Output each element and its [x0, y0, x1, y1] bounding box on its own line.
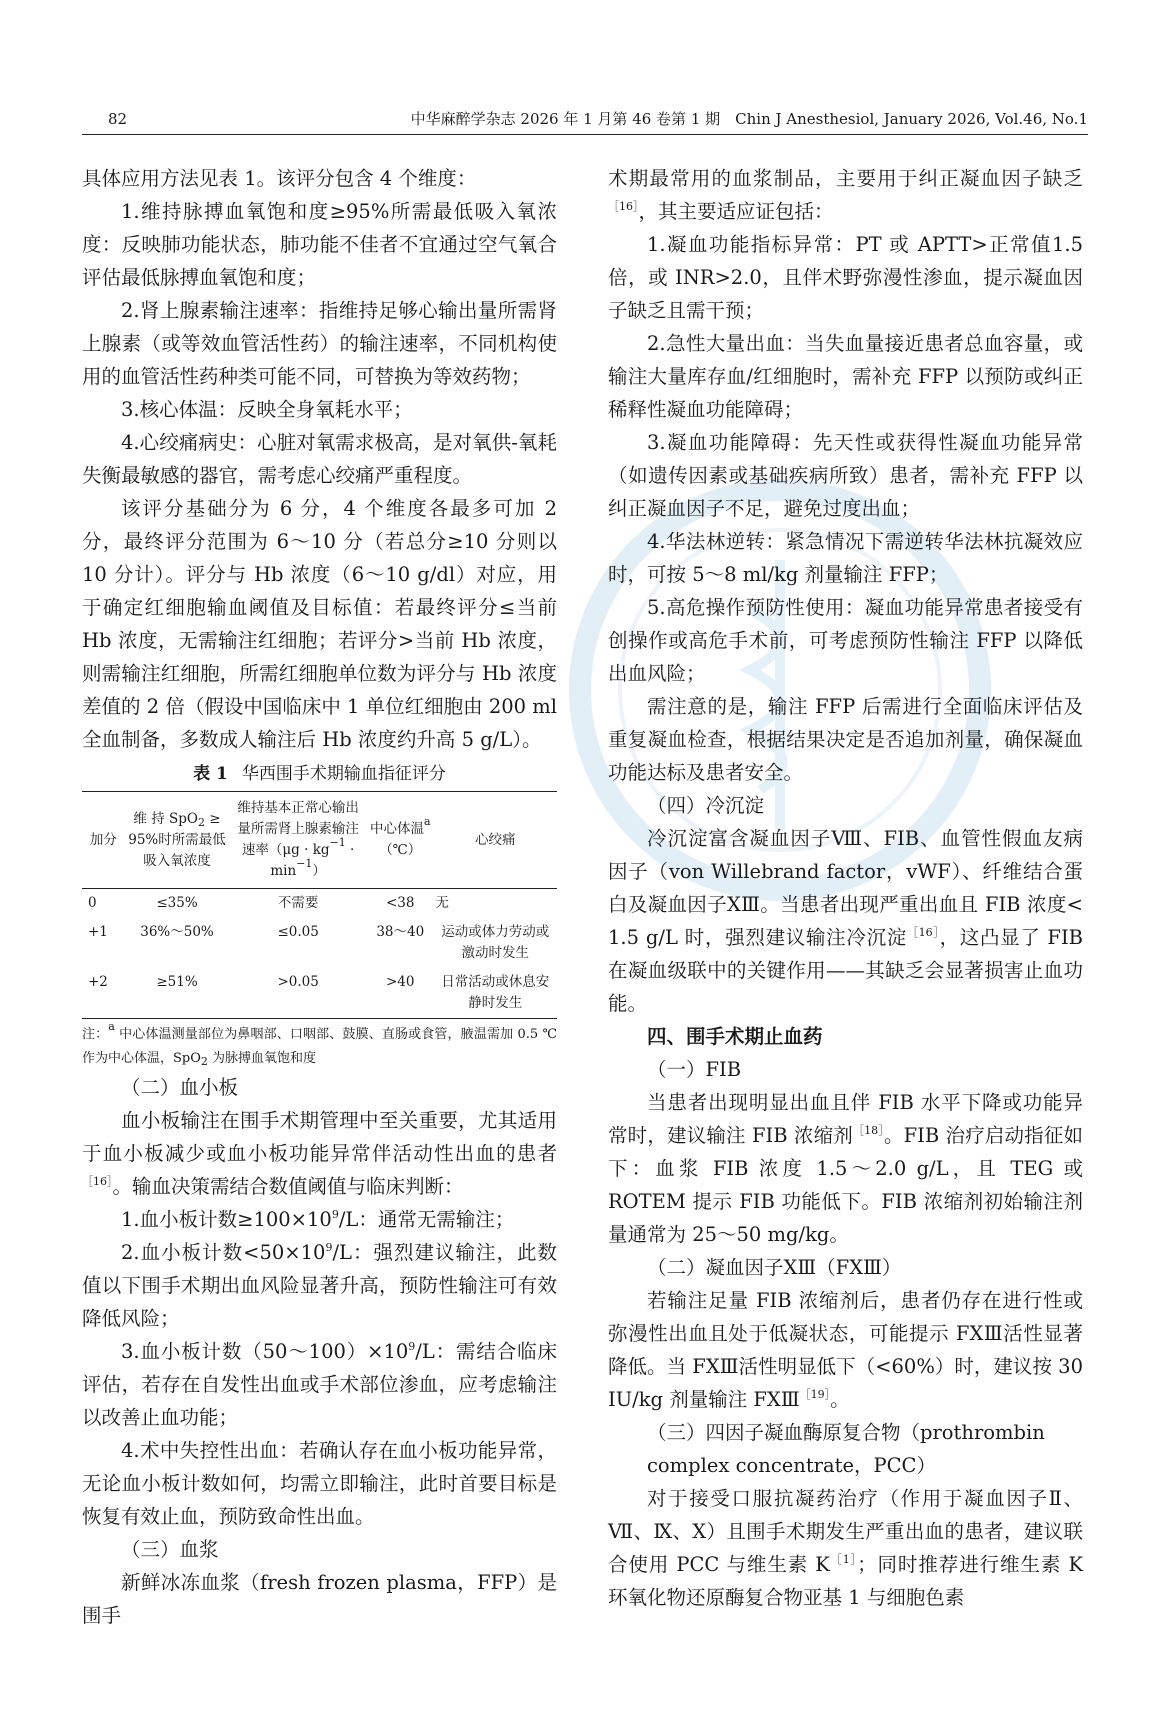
paragraph: 冷沉淀富含凝血因子Ⅷ、FIB、血管性假血友病因子（von Willebrand factor，vWF）、纤维结合蛋白及凝血因子ⅩⅢ。当患者出现严重出血且 FIB 浓度< 1.5 g/L 时，强烈建议输注冷沉淀$^{[16]}$，这凸显了 FIB 在凝血级联中的关键作用——其缺乏会显著损害止血功能。: [608, 827, 1084, 1015]
paragraph: 血小板输注在围手术期管理中至关重要，尤其适用于血小板减少或血小板功能异常伴活动性出血的患者$^{[16]}$。输血决策需结合数值阈值与临床判断：: [82, 1109, 557, 1198]
cell-core-temp: >40: [386, 974, 415, 990]
right-column: [608, 162, 1083, 1614]
table-row: [82, 968, 557, 1019]
cell-core-temp: <38: [386, 895, 415, 911]
paragraph: 3.血小板计数$(50\sim 100)\times 10^9/L$：需结合临床评估，若存在自发性出血或手术部位渗血，应考虑输注以改善止血功能；: [82, 1340, 557, 1429]
cell-oxygen: ≥51%: [156, 974, 198, 990]
cell-angina: 运动或体力劳动或激动时发生: [441, 924, 550, 961]
citation-ref[interactable]: ［16］: [608, 200, 639, 213]
cell-score: 0: [88, 895, 97, 911]
cell-angina: 无: [435, 895, 449, 911]
paragraph: 1.血小板计数$\ge 100\times 10^9/L$：通常无需输注；: [121, 1208, 515, 1231]
cell-epinephrine: ≤0.05: [277, 924, 319, 940]
section-heading-pcc: （三）四因子凝血酶原复合物（prothrombin complex concentrate，PCC）: [647, 1421, 1045, 1477]
cell-oxygen: 36%～50%: [140, 924, 214, 940]
paragraph: 3.凝血功能障碍：先天性或获得性凝血功能异常（如遗传因素或基础疾病所致）患者，需补充 FFP 以纠正凝血因子不足，避免过度出血；: [608, 431, 1083, 520]
table-header-row: [82, 792, 557, 889]
transfusion-score-table: [82, 791, 557, 1019]
cell-epinephrine: 不需要: [277, 895, 319, 911]
paragraph: 2.急性大量出血：当失血量接近患者总血容量，或输注大量库存血/红细胞时，需补充 FFP 以预防或纠正稀释性凝血功能障碍；: [608, 332, 1083, 421]
section-heading-fxiii: （二）凝血因子ⅩⅢ（FⅩⅢ）: [647, 1256, 902, 1279]
section-heading-cryo: （四）冷沉淀: [647, 794, 765, 817]
citation-ref[interactable]: ［18］: [852, 1124, 884, 1137]
th-oxygen: 维 持 SpO$_2$ ≥ 95%时所需最低吸入氧浓度: [128, 810, 226, 869]
table-caption-text: 华西围手术期输血指征评分: [241, 764, 446, 784]
left-column: [82, 162, 557, 1632]
paragraph: 当患者出现明显出血且伴 FIB 水平下降或功能异常时，建议输注 FIB 浓缩剂$^{[18]}$。FIB 治疗启动指征如下：血浆 FIB 浓度 1.5～2.0 g/L，且 TEG 或 ROTEM 提示 FIB 功能低下。FIB 浓缩剂初始输注剂量通常为 25～50 mg/kg。: [608, 1091, 1084, 1246]
cell-oxygen: ≤35%: [156, 895, 198, 911]
th-angina: 心绞痛: [475, 831, 516, 848]
th-score: 加分: [89, 831, 117, 848]
paragraph: 对于接受口服抗凝药治疗（作用于凝血因子Ⅱ、Ⅶ、Ⅸ、Ⅹ）且围手术期发生严重出血的患者，建议联合使用 PCC 与维生素 $K^{[1]}$；同时推荐进行维生素 K 环氧化物还原酶复合物亚基 1 与细胞色素: [608, 1487, 1084, 1609]
paragraph: 4.华法林逆转：紧急情况下需逆转华法林抗凝效应时，可按 5～8 ml/kg 剂量输注 FFP；: [608, 530, 1083, 586]
citation-ref[interactable]: ［16］: [906, 926, 940, 939]
table-caption-label: 表 1: [193, 764, 228, 784]
section-heading-plasma: （三）血浆: [121, 1538, 219, 1561]
paragraph: 3.核心体温：反映全身氧耗水平；: [121, 398, 413, 421]
table-row: [82, 889, 557, 919]
citation-ref[interactable]: ［16］: [82, 1175, 113, 1188]
paragraph: 需注意的是，输注 FFP 后需进行全面临床评估及重复凝血检查，根据结果决定是否追加剂量，确保凝血功能达标及患者安全。: [608, 695, 1083, 784]
running-header: [82, 104, 1088, 135]
citation-ref[interactable]: ［1］: [829, 1553, 858, 1566]
paragraph: 具体应用方法见表 1。该评分包含 4 个维度：: [82, 167, 477, 190]
journal-citation: 中华麻醉学杂志 2026 年 1 月第 46 卷第 1 期 Chin J Anesthesiol, January 2026, Vol.46, No.1: [410, 110, 1088, 128]
table-row: [82, 918, 557, 968]
cell-angina: 日常活动或休息安静时发生: [441, 974, 550, 1011]
paragraph: 4.术中失控性出血：若确认存在血小板功能异常，无论血小板计数如何，均需立即输注，此时首要目标是恢复有效止血，预防致命性出血。: [82, 1439, 557, 1528]
section-heading-platelet: （二）血小板: [121, 1076, 239, 1099]
paragraph: 新鲜冰冻血浆（fresh frozen plasma，FFP）是围手: [82, 1571, 557, 1627]
cell-epinephrine: >0.05: [277, 974, 319, 990]
paragraph: 术期最常用的血浆制品，主要用于纠正凝血因子缺乏$^{[16]}$，其主要适应证包括：: [608, 167, 1083, 223]
paragraph: 该评分基础分为 6 分，4 个维度各最多可加 2 分，最终评分范围为 6～10 分（若总分≥10 分则以 10 分计）。评分与 Hb 浓度（6～10 g/dl）对应，用于确定红细胞输血阈值及目标值：若最终评分≤当前 Hb 浓度，无需输注红细胞；若评分>当前 Hb 浓度，则需输注红细胞，所需红细胞单位数为评分与 Hb 浓度差值的 2 倍（假设中国临床中 1 单位红细胞由 200 ml 全血制备，多数成人输注后 Hb 浓度约升高 5 g/L）。: [82, 497, 557, 751]
paragraph: 2.肾上腺素输注速率：指维持足够心输出量所需肾上腺素（或等效血管活性药）的输注速率，不同机构使用的血管活性药种类可能不同，可替换为等效药物；: [82, 299, 557, 388]
paragraph: 2.血小板计数$<50\times 10^9/L$：强烈建议输注，此数值以下围手术期出血风险显著升高，预防性输注可有效降低风险；: [82, 1241, 557, 1330]
citation-ref[interactable]: ［19］: [799, 1388, 831, 1401]
paragraph: 4.心绞痛病史：心脏对氧需求极高，是对氧供-氧耗失衡最敏感的器官，需考虑心绞痛严重程度。: [82, 431, 557, 487]
section-heading-hemostatics: 四、围手术期止血药: [647, 1025, 823, 1048]
table-footnote: 注：$^a$ 中心体温测量部位为鼻咽部、口咽部、鼓膜、直肠或食管，腋温需加 0.5 ℃作为中心体温，SpO$_2$ 为脉搏血氧饱和度: [82, 1020, 557, 1068]
th-core-temp: 中心体温$^a$（℃）: [369, 815, 431, 858]
cell-core-temp: 38～40: [376, 924, 425, 940]
table-caption: [82, 759, 557, 789]
paragraph: 1.维持脉搏血氧饱和度≥95%所需最低吸入氧浓度：反映肺功能状态，肺功能不佳者不宜通过空气氧合评估最低脉搏血氧饱和度；: [82, 200, 557, 289]
cell-score: +2: [88, 974, 108, 990]
cell-score: +1: [88, 924, 108, 940]
paragraph: 5.高危操作预防性使用：凝血功能异常患者接受有创操作或高危手术前，可考虑预防性输注 FFP 以降低出血风险；: [608, 596, 1083, 685]
th-epinephrine: 维持基本正常心输出量所需肾上腺素输注速率$(\mu g \cdot kg^{-1} \cdot \min^{-1})$: [237, 800, 359, 879]
paragraph: 若输注足量 FIB 浓缩剂后，患者仍存在进行性或弥漫性出血且处于低凝状态，可能提示 FXⅢ活性显著降低。当 FⅩⅢ活性明显低下（<60%）时，建议按 30 IU/kg 剂量输注 FⅩⅢ$^{[19]}$。: [608, 1289, 1083, 1411]
section-heading-fib: （一）FIB: [647, 1058, 742, 1081]
paragraph: 1.凝血功能指标异常：PT 或 APTT>正常值1.5 倍，或 INR>2.0，且伴术野弥漫性渗血，提示凝血因子缺乏且需干预；: [608, 233, 1083, 322]
page-number: 82: [108, 110, 128, 128]
